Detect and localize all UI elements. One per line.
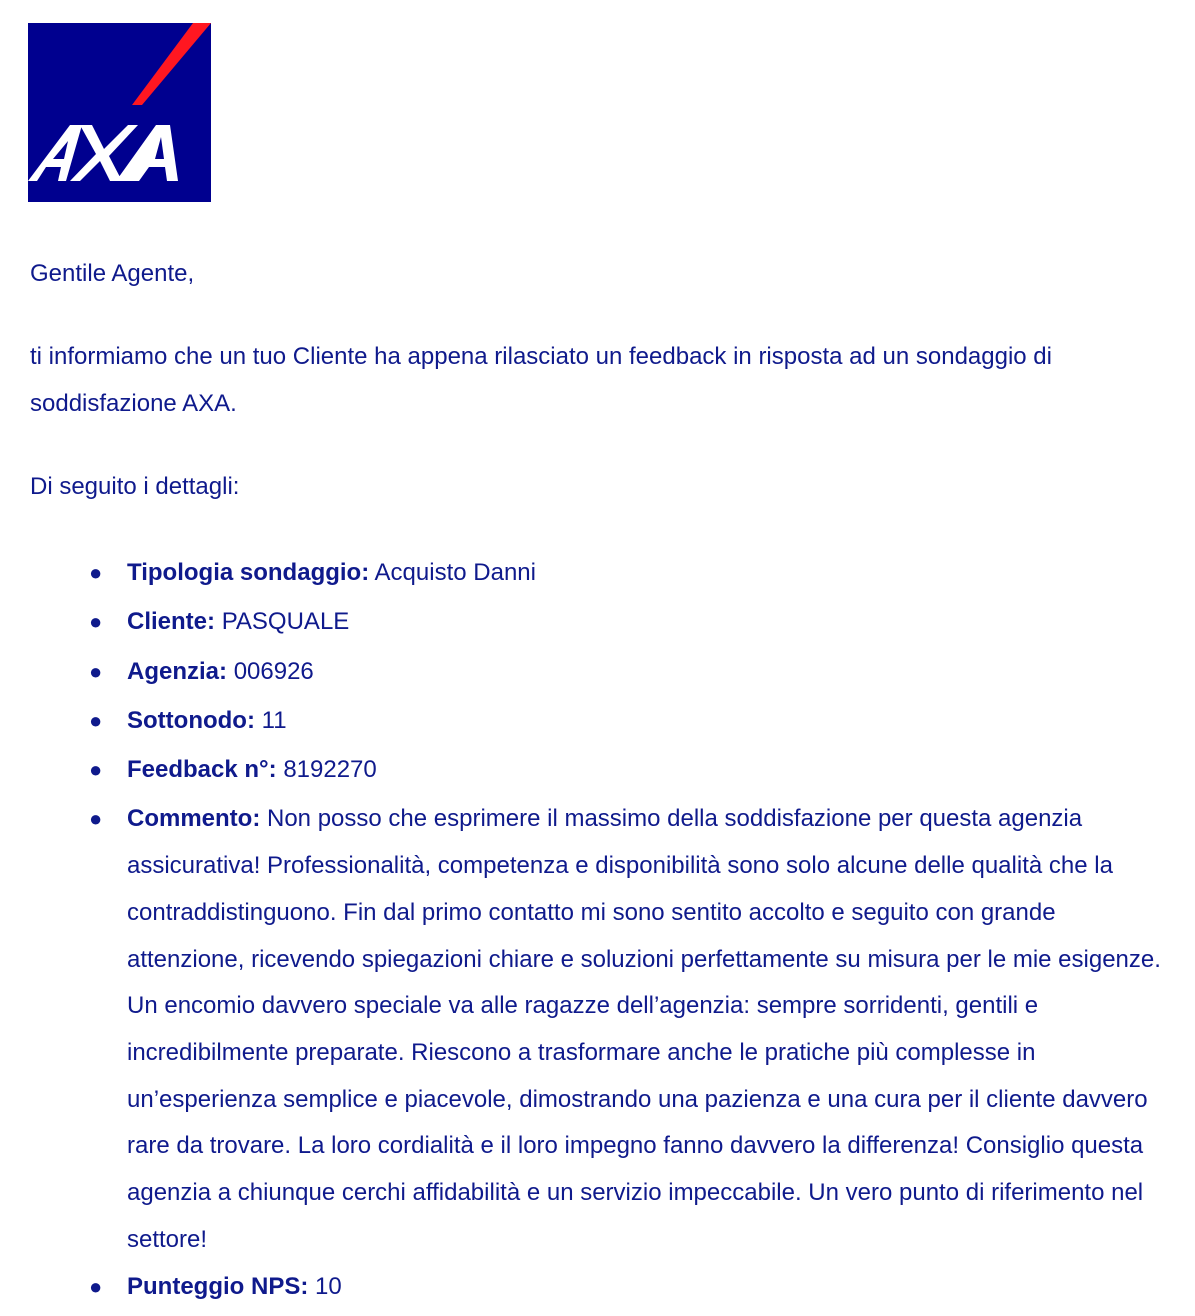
detail-client (89, 599, 1170, 646)
detail-comment (89, 796, 1170, 1263)
details-intro-text: Di seguito i dettagli: (30, 473, 240, 500)
bullet-icon: ● (89, 609, 103, 635)
bullet-icon: ● (89, 1273, 103, 1299)
detail-feedback-number (89, 747, 1170, 794)
detail-label: Commento: (127, 805, 261, 833)
detail-value: PASQUALE (221, 608, 350, 636)
detail-value: Acquisto Danni (374, 559, 536, 586)
detail-label: Tipologia sondaggio: (127, 559, 370, 586)
detail-label: Sottonodo: (127, 706, 255, 734)
detail-label: Cliente: (127, 608, 216, 636)
email-body (30, 250, 1170, 1313)
axa-logo (28, 23, 211, 202)
axa-logo-graphic (28, 23, 211, 202)
detail-value: 11 (261, 706, 287, 734)
detail-label: Feedback n°: (127, 756, 277, 784)
detail-value: 006926 (233, 657, 314, 685)
bullet-icon: ● (89, 658, 103, 684)
detail-nps-score (89, 1264, 1170, 1311)
bullet-icon: ● (89, 707, 103, 733)
feedback-details-list (30, 550, 1170, 1310)
detail-value: 10 (315, 1272, 342, 1300)
detail-survey-type (89, 550, 1170, 597)
intro-paragraph: ti informiamo che un tuo Cliente ha appena rilasciato un feedback in risposta ad un sondaggio di soddisfazione AXA. (30, 343, 1052, 417)
bullet-icon: ● (89, 806, 103, 832)
detail-value: 8192270 (283, 756, 377, 784)
detail-value: Non posso che esprimere il massimo della soddisfazione per questa agenzia assicurativa! Professionalità, competenza e disponibilità sono solo alcune delle qualità che la contraddistinguono. Fin dal primo contatto mi sono sentito accolto e seguito con grande attenzione, ricevendo spiegazioni chiare e soluzioni perfettamente su misura per le mie esigenze. Un encomio davvero speciale va alle ragazze dell’agenzia: sempre sorridenti, gentili e incredibilmente preparate. Riescono a trasformare anche le pratiche più complesse in un’esperienza semplice e piacevole, dimostrando una pazienza e una cura per il cliente davvero rare da trovare. La loro cordialità e il loro impegno fanno davvero la differenza! Consiglio questa agenzia a chiunque cerchi affidabilità e un servizio impeccabile. Un vero punto di riferimento nel settore! (127, 805, 1161, 1253)
detail-label: Punteggio NPS: (127, 1272, 309, 1300)
detail-agency (89, 649, 1170, 696)
greeting-text: Gentile Agente, (30, 260, 195, 287)
bullet-icon: ● (89, 757, 103, 783)
bullet-icon: ● (89, 560, 103, 585)
detail-label: Agenzia: (127, 657, 228, 685)
detail-subnode (89, 698, 1170, 745)
